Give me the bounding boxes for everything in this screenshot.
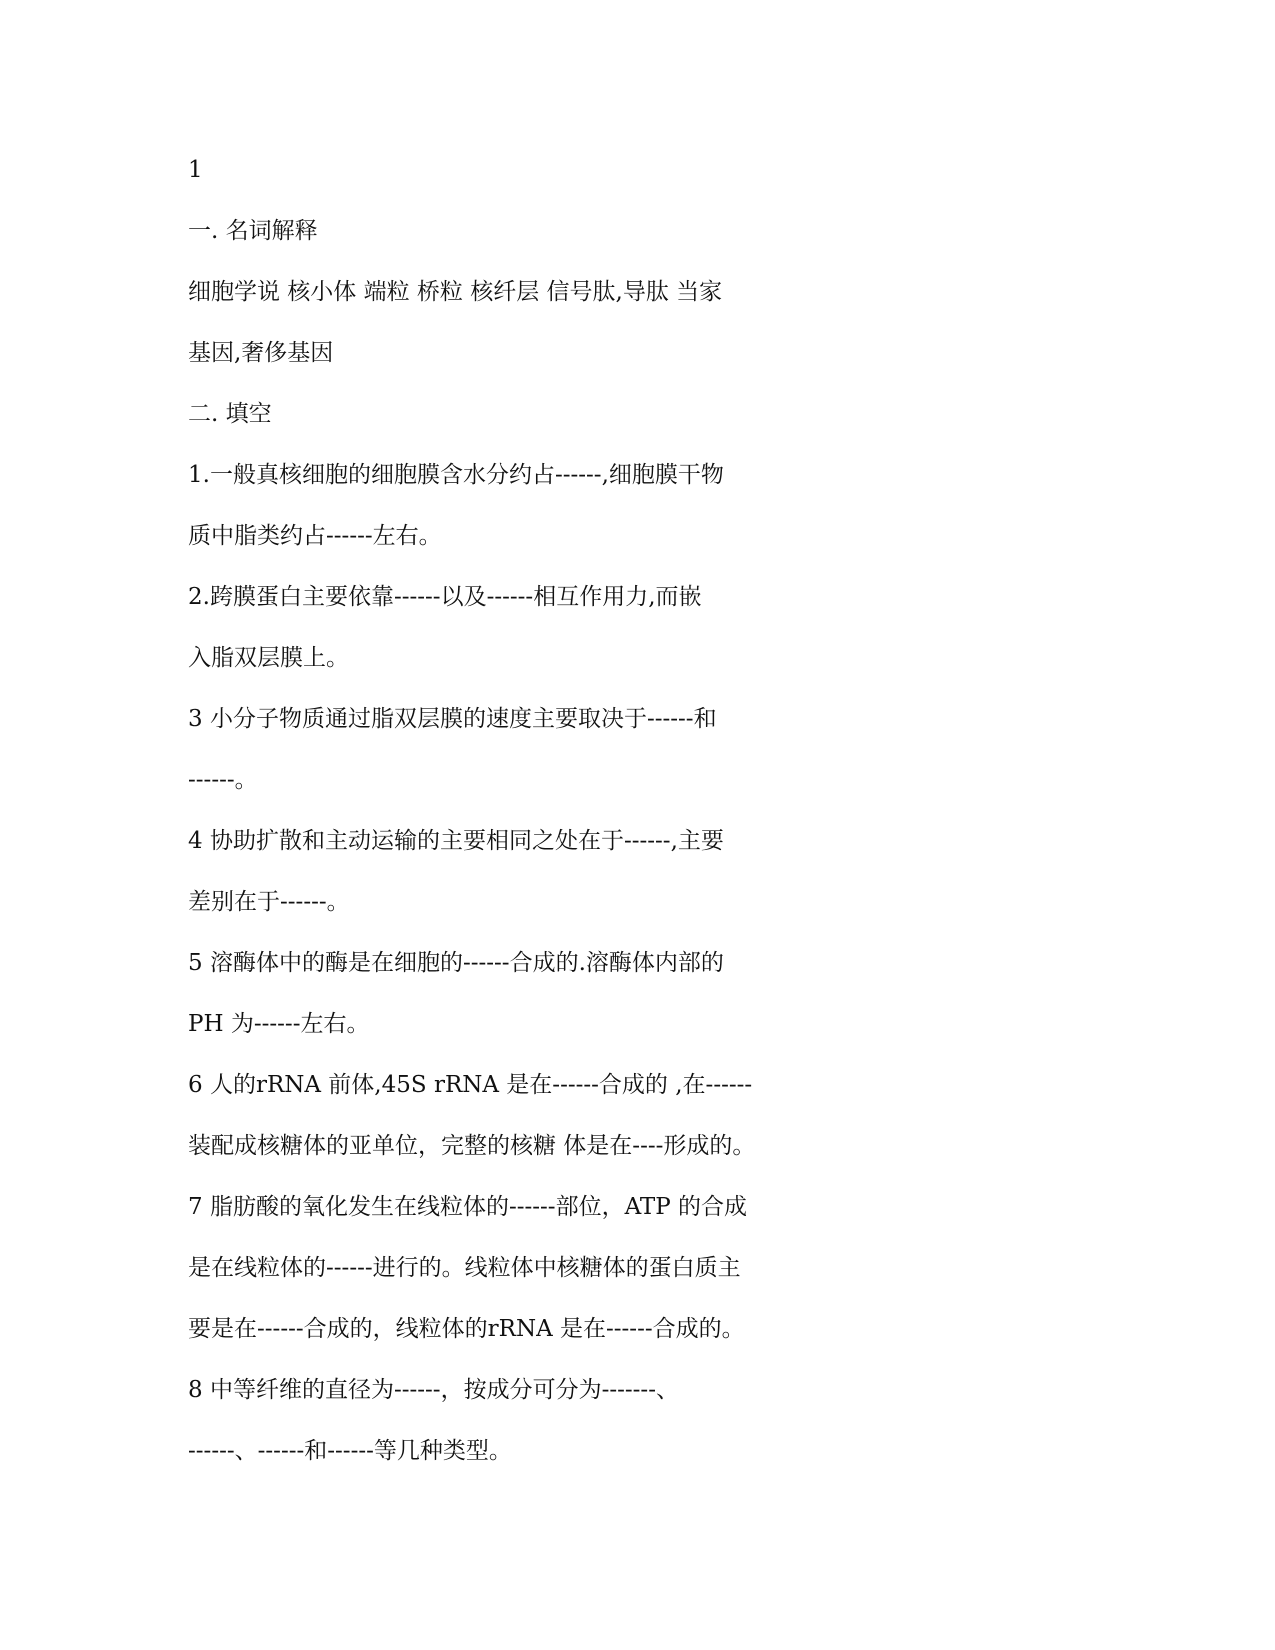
question-7-line-2: 是在线粒体的------进行的。线粒体中核糖体的蛋白质主 [188, 1255, 741, 1281]
question-2-line-1: 2.跨膜蛋白主要依靠------以及------相互作用力,而嵌 [188, 584, 702, 610]
page-number: 1 [188, 157, 203, 183]
document-body [188, 140, 828, 1482]
question-3-line-2: ------。 [188, 767, 258, 793]
section-heading-fill-blank: 二. 填空 [188, 401, 272, 427]
question-2-line-2: 入脂双层膜上。 [188, 645, 349, 671]
section-heading-terms: 一. 名词解释 [188, 218, 318, 244]
question-5-line-1: 5 溶酶体中的酶是在细胞的------合成的.溶酶体内部的 [188, 950, 724, 976]
question-4-line-1: 4 协助扩散和主动运输的主要相同之处在于------,主要 [188, 828, 724, 854]
question-1-line-1: 1.一般真核细胞的细胞膜含水分约占------,细胞膜干物 [188, 462, 724, 488]
terms-line-1: 细胞学说 核小体 端粒 桥粒 核纤层 信号肽,导肽 当家 [188, 279, 723, 305]
question-5-line-2: PH 为------左右。 [188, 1011, 370, 1037]
question-6-line-2: 装配成核糖体的亚单位，完整的核糖 体是在----形成的。 [188, 1133, 756, 1159]
question-7-line-1: 7 脂肪酸的氧化发生在线粒体的------部位，ATP 的合成 [188, 1194, 748, 1220]
question-3-line-1: 3 小分子物质通过脂双层膜的速度主要取决于------和 [188, 706, 717, 732]
question-8-line-1: 8 中等纤维的直径为------，按成分可分为-------、 [188, 1377, 679, 1403]
question-8-line-2: ------、------和------等几种类型。 [188, 1438, 512, 1464]
question-4-line-2: 差别在于------。 [188, 889, 350, 915]
question-6-line-1: 6 人的rRNA 前体,45S rRNA 是在------合成的 ,在------ [188, 1072, 753, 1098]
question-7-line-3: 要是在------合成的，线粒体的rRNA 是在------合成的。 [188, 1316, 745, 1342]
question-1-line-2: 质中脂类约占------左右。 [188, 523, 442, 549]
terms-line-2: 基因,奢侈基因 [188, 340, 334, 366]
